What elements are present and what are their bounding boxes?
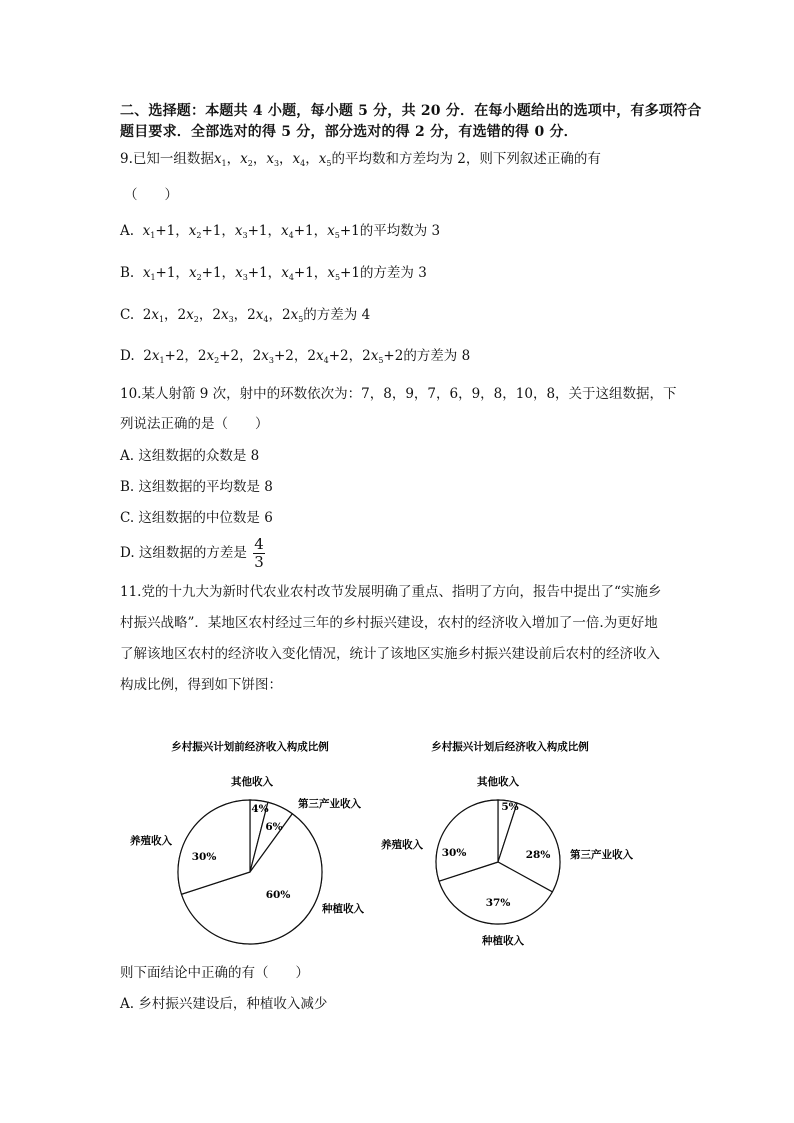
q10-line1: 10.某人射箭 9 次，射中的环数依次为：7，8，9，7，6，9，8，10，8，关于这组数据，下 bbox=[120, 386, 677, 402]
q10-option-a: A. 这组数据的众数是 8 bbox=[120, 448, 260, 464]
q11-line2: 村振兴战略”．某地区农村经过三年的乡村振兴建设，农村的经济收入增加了一倍.为更好地 bbox=[120, 615, 658, 631]
pie-data-label: 30% bbox=[441, 847, 467, 859]
option-letter: A. bbox=[120, 223, 135, 239]
fraction-numerator: 4 bbox=[254, 535, 264, 553]
pie-data-label: 60% bbox=[265, 889, 291, 901]
section-header-line2: 题目要求．全部选对的得 5 分，部分选对的得 2 分，有选错的得 0 分． bbox=[120, 124, 578, 140]
q11-line4: 构成比例，得到如下饼图： bbox=[120, 677, 282, 693]
pie-data-label: 5% bbox=[501, 801, 519, 813]
q10-line2: 列说法正确的是（ ） bbox=[120, 416, 269, 432]
option-tail: 的方差为 4 bbox=[303, 307, 371, 323]
pie-category-label: 养殖收入 bbox=[130, 835, 172, 847]
q11-conclusion: 则下面结论中正确的有（ ） bbox=[120, 965, 309, 981]
option-tail: 的平均数为 3 bbox=[359, 223, 441, 239]
q10-option-b: B. 这组数据的平均数是 8 bbox=[120, 479, 273, 495]
option-text: D. 这组数据的方差是 bbox=[120, 545, 247, 561]
q11-line1: 11.党的十九大为新时代农业农村改节发展明确了重点、指明了方向，报告中提出了“实施乡 bbox=[120, 584, 662, 600]
q11-line3: 了解该地区农村的经济收入变化情况，统计了该地区实施乡村振兴建设前后农村的经济收入 bbox=[120, 646, 660, 662]
q10-option-d bbox=[120, 536, 265, 571]
pie-data-label: 28% bbox=[525, 849, 551, 861]
pie-charts bbox=[110, 730, 650, 960]
q9-option-b: B. $x_1+1$，$x_2+1$，$x_3+1$，$x_4+1$，$x_5+1$的方差为 3 bbox=[120, 265, 427, 282]
pie-category-label: 其他收入 bbox=[477, 776, 519, 788]
pie-chart-after bbox=[381, 740, 633, 947]
option-letter: C. bbox=[120, 307, 135, 323]
pie-category-label: 其他收入 bbox=[231, 776, 273, 788]
q9-option-a: A. $x_1+1$，$x_2+1$，$x_3+1$，$x_4+1$，$x_5+1$的平均数为 3 bbox=[120, 223, 441, 240]
pie-category-label: 第三产业收入 bbox=[570, 849, 633, 861]
q10-option-c: C. 这组数据的中位数是 6 bbox=[120, 510, 273, 526]
section-header-line1: 二、选择题：本题共 4 小题，每小题 5 分，共 20 分．在每小题给出的选项中，有多项符合 bbox=[120, 103, 702, 119]
q9-paren: （ ） bbox=[124, 187, 178, 203]
pie-category-label: 种植收入 bbox=[322, 903, 364, 915]
pie-title-before: 乡村振兴计划前经济收入构成比例 bbox=[171, 741, 329, 753]
pie-chart-before bbox=[130, 740, 364, 944]
pie-category-label: 种植收入 bbox=[482, 935, 524, 947]
option-tail: 的方差为 3 bbox=[359, 265, 427, 281]
pie-title-after: 乡村振兴计划后经济收入构成比例 bbox=[431, 741, 589, 753]
fraction-four-thirds bbox=[253, 536, 265, 571]
pie-data-label: 37% bbox=[485, 897, 511, 909]
pie-data-label: 6% bbox=[265, 821, 283, 833]
q9-stem: 9.已知一组数据$x_1$，$x_2$，$x_3$，$x_4$，$x_5$的平均数和方差均为 2，则下列叙述正确的有 bbox=[120, 151, 601, 168]
q9-suffix: 的平均数和方差均为 2，则下列叙述正确的有 bbox=[331, 151, 601, 167]
option-tail: 的方差为 8 bbox=[403, 348, 471, 364]
q9-prefix: 9.已知一组数据 bbox=[120, 151, 214, 167]
pie-category-label: 第三产业收入 bbox=[298, 798, 361, 810]
pie-category-label: 养殖收入 bbox=[381, 839, 423, 851]
q11-option-a: A. 乡村振兴建设后，种植收入减少 bbox=[120, 996, 328, 1012]
q9-option-c: C. $2x_1$，$2x_2$，$2x_3$，$2x_4$，$2x_5$的方差为 4 bbox=[120, 307, 371, 324]
option-letter: B. bbox=[120, 265, 135, 281]
option-letter: D. bbox=[120, 348, 135, 364]
fraction-denominator: 3 bbox=[254, 553, 264, 571]
q9-option-d: D. $2x_1+2$，$2x_2+2$，$2x_3+2$，$2x_4+2$，$2x_5+2$的方差为 8 bbox=[120, 348, 471, 365]
pie-data-label: 4% bbox=[251, 803, 269, 815]
pie-data-label: 30% bbox=[191, 851, 217, 863]
